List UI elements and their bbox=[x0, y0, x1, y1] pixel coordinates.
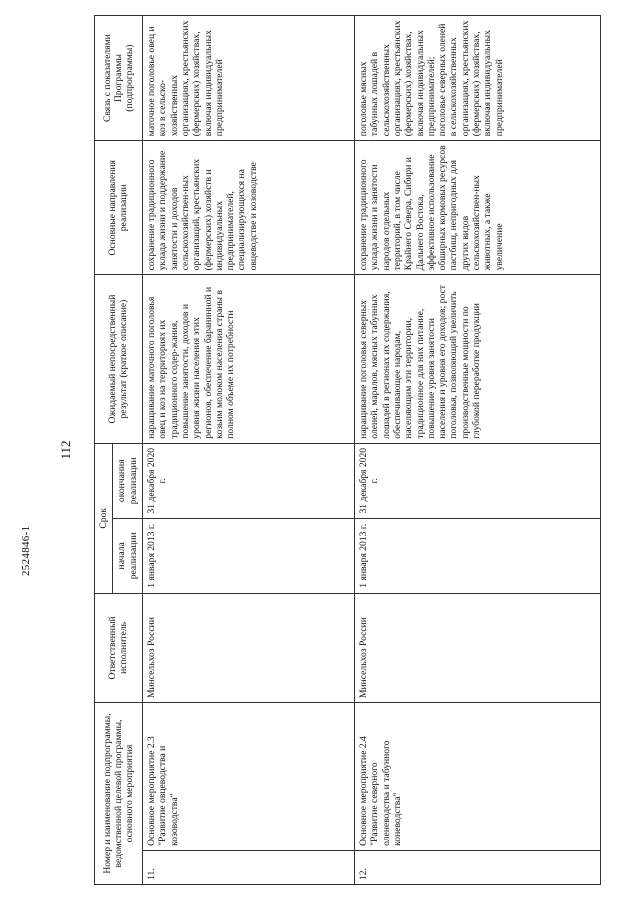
header-start: начала реализации bbox=[113, 518, 143, 593]
document-code: 2524846-1 bbox=[20, 525, 32, 576]
table-row bbox=[354, 16, 600, 885]
header-link: Связь с показателями Программы (подпрограммы) bbox=[95, 16, 143, 141]
row-link: поголовье мясных табунных лошадей в сельскохозяйственных организациях, крестьянских (фермерских) хозяйствах, включая индивидуальных предпринимателей; поголовье северных оленей в сельскохозяйственных организациях, крестьянских (фермерских) хозяйствах, включая индивидуальных предпринимателей bbox=[354, 16, 600, 141]
header-executor: Ответственный исполнитель bbox=[95, 593, 143, 702]
row-end: 31 декабря 2020 г. bbox=[142, 443, 354, 518]
row-executor: Минсельхоз России bbox=[142, 593, 354, 702]
row-directions: сохранение традиционного уклада жизни и поддержание занятости и доходов сельскохозяйствен-ных организаций, крестьянских (фермерских) хозяйств и индивидуальных предпринимателей, специализирующихся на овцеводстве и козоводстве bbox=[142, 141, 354, 275]
row-name: Основное мероприятие 2.3 "Развитие овцеводства и козоводства" bbox=[142, 703, 354, 851]
row-start: 1 января 2013 г. bbox=[354, 518, 600, 593]
row-result: наращивание поголовья северных оленей, маралов, мясных табунных лошадей в регионах их содержания, обеспечивающее народам, населяющим эти территории, традиционное для них питание, повышение уровня занятости населения и уровня его доходов; рост поголовья, позволяющий увеличить производственные мощности по глубокой переработке продукции bbox=[354, 275, 600, 443]
rotated-page bbox=[58, 15, 618, 885]
program-table bbox=[94, 15, 601, 885]
page-number: 112 bbox=[58, 440, 73, 460]
header-result: Ожидаемый непосредственный результат (краткое описание) bbox=[95, 275, 143, 443]
row-name: Основное мероприятие 2.4 "Развитие северного оленеводства и табунного коневодства" bbox=[354, 703, 600, 851]
row-start: 1 января 2013 г. bbox=[142, 518, 354, 593]
row-number: 12. bbox=[354, 850, 600, 884]
header-row-1 bbox=[95, 16, 113, 885]
row-executor: Минсельхоз России bbox=[354, 593, 600, 702]
table-row bbox=[142, 16, 354, 885]
row-end: 31 декабря 2020 г. bbox=[354, 443, 600, 518]
row-number: 11. bbox=[142, 850, 354, 884]
header-directions: Основные направления реализации bbox=[95, 141, 143, 275]
row-link: маточное поголовье овец и коз в сельско-хозяйственных организациях, крестьянских (фермерских) хозяйствах, включая индивидуальных предпринимателей bbox=[142, 16, 354, 141]
row-result: наращивание маточного поголовья овец и коз на территориях их традиционного содер-жания, повышение занятости, доходов и уровня жизни населения этих регионов, обеспечение баранинной и козьим молоком населения страны в полном объеме их потребности bbox=[142, 275, 354, 443]
header-name: Номер и наименование подпрограммы, ведомственной целевой программы, основного мероприятия bbox=[95, 703, 143, 885]
row-directions: сохранение традиционного уклада жизни и занятости народов отдельных территорий, в том числе Крайнего Севера, Сибири и Дальнего Востока, эффективное использование обширных кормовых ресурсов пастбищ, непригодных для других видов сельскохозяйствен-ных животных, а также увеличение bbox=[354, 141, 600, 275]
header-term: Срок bbox=[95, 443, 113, 593]
header-end: окончания реализации bbox=[113, 443, 143, 518]
